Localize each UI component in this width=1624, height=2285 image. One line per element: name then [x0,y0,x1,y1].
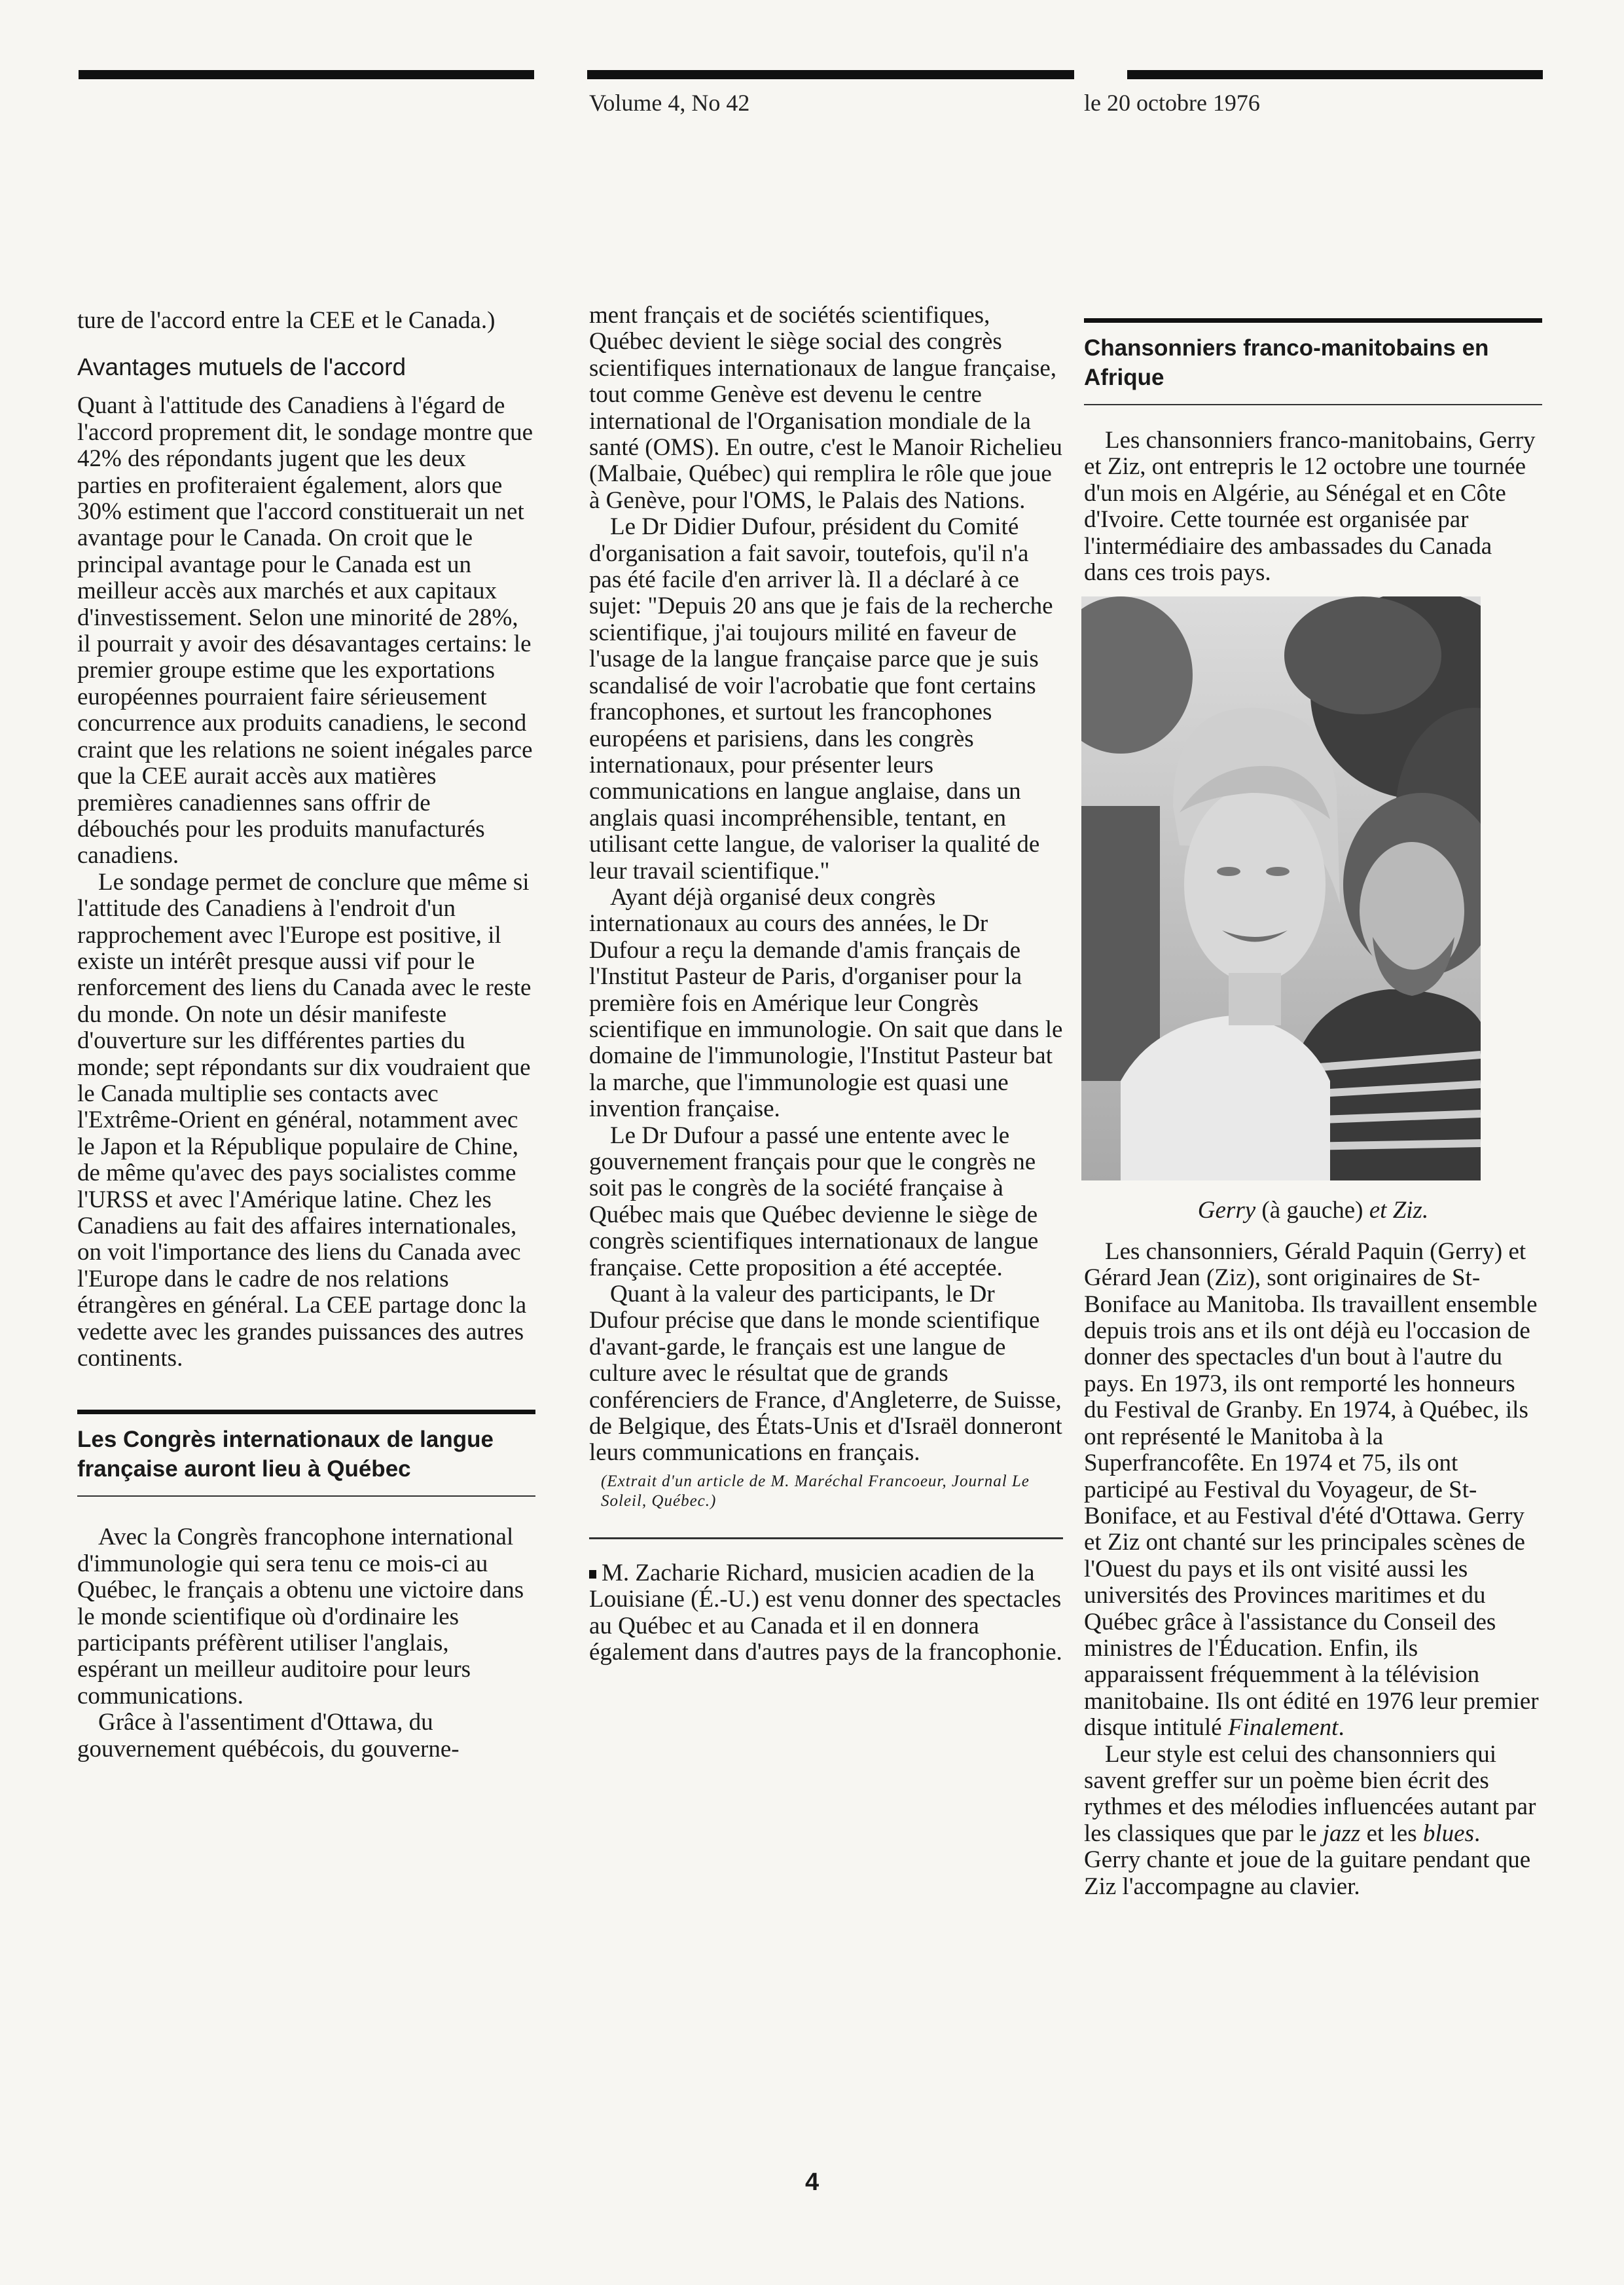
article-credit: (Extrait d'un article de M. Maréchal Francoeur, Journal Le Soleil, Québec.) [601,1472,1030,1510]
section-title-chansonniers: Chansonniers franco-manitobains en Afrique [1084,335,1489,390]
photo-caption: Gerry (à gauche) et Ziz. [1197,1197,1429,1224]
paragraph: Le sondage permet de conclure que même si l'attitude des Canadiens à l'endroit d'un rapprochement avec l'Europe est positive, il existe un intérêt presque aussi vif pour le renforcement des liens du Canada avec le reste du monde. On note un désir manifeste d'ouverture sur les différentes parties du monde; sept répondants sur dix voudraient que le Canada multiplie ses contacts avec l'Extrême-Orient en général, notamment avec le Japon et la République populaire de Chine, de même qu'avec des pays socialistes comme l'URSS et avec l'Amérique latine. Chez les Canadiens au fait des affaires internationales, on voit l'importance des liens du Canada avec l'Europe dans le cadre de nos relations étrangères en général. La CEE partage donc la vedette avec les grandes puissances des autres continents. [77,868,532,1372]
paragraph: Avec la Congrès francophone international d'immunologie qui sera tenu ce mois-ci au Québec, le français a obtenu une victoire dans le monde scientifique où d'ordinaire les participants préfèrent utiliser l'anglais, espérant un meilleur auditoire pour leurs communications. [77,1524,524,1709]
paragraph-continued: ture de l'accord entre la CEE et le Canada.) [77,307,496,334]
header-rule-right [1127,70,1543,79]
photo-illustration [1081,596,1481,1180]
note-text: M. Zacharie Richard, musicien acadien de la Louisiane (É.-U.) est venu donner des spectacles au Québec et au Canada et il en donnera également dans d'autres pays de la francophonie. [589,1559,1062,1666]
paragraph: Quant à l'attitude des Canadiens à l'égard de l'accord proprement dit, le sondage montre que 42% des répondants jugent que les deux parties en profiteraient également, alors que 30% estiment que l'accord constituerait un net avantage pour le Canada. On croit que le principal avantage pour le Canada est un meilleur accès aux marchés et aux capitaux d'investissement. Selon une minorité de 28%, il pourrait y avoir des désavantages certains: le premier groupe estime que les exportations européennes pourraient faire sérieusement concurrence aux produits canadiens, le second craint que les relations ne soient inégales parce que la CEE aurait accès aux matières premières canadiennes sans offrir de débouchés pour les produits manufacturés canadiens. [77,392,533,869]
paragraph: Les chansonniers, Gérald Paquin (Gerry) et Gérard Jean (Ziz), sont originaires de St-Boniface au Manitoba. Ils travaillent ensemble depuis trois ans et ils ont déjà eu l'occasion de donner des spectacles d'un bout à l'autre du pays. En 1973, ils ont remporté les honneurs du Festival de Granby. En 1974, à Québec, ils ont représenté le Manitoba à la Superfrancofête. En 1974 et 75, ils ont participé au Festival du Voyageur, de St-Boniface, et au Festival d'été d'Ottawa. Gerry et Ziz ont chanté sur les principales scènes de l'Ouest du pays et ils ont visité aussi les universités des Provinces maritimes et du Québec grâce à l'assistance du Conseil des ministres de l'Éducation. Enfin, ils apparaissent fréquemment à la télévision manitobaine. Ils ont édité en 1976 leur premier disque intitulé Finalement. [1084,1237,1539,1742]
paragraph: Grâce à l'assentiment d'Ottawa, du gouvernement québécois, du gouverne- [77,1709,460,1763]
header-rule-center [587,70,1074,79]
page-number: 4 [805,2168,820,2196]
volume-label: Volume 4, No 42 [589,90,750,116]
column-1 [77,308,535,1763]
column-3 [1084,318,1542,1900]
paragraph: Le Dr Dufour a passé une entente avec le gouvernement français pour que le congrès ne soit pas le congrès de la société française à Québec mais que Québec devienne le siège de congrès scientifiques internationaux de langue française. Cette proposition a été acceptée. [589,1122,1039,1281]
section-rule [1084,318,1542,323]
header-rule-left [79,70,534,79]
issue-date: le 20 octobre 1976 [1084,90,1260,116]
bullet-icon [589,1570,596,1579]
section-title-congres: Les Congrès internationaux de langue française auront lieu à Québec [77,1427,494,1482]
paragraph-continued: ment français et de sociétés scientifiques, Québec devient le siège social des congrès scientifiques internationaux de langue française, tout comme Genève est devenu le centre international de l'Organisation mondiale de la santé (OMS). En outre, c'est le Manoir Richelieu (Malbaie, Québec) qui remplira le rôle que joue à Genève, pour l'OMS, le Palais des Nations. [589,302,1062,514]
paragraph: Le Dr Didier Dufour, président du Comité d'organisation a fait savoir, toutefois, qu'il n'a pas été facile d'en arriver là. Il a déclaré à ce sujet: "Depuis 20 ans que je fais de la recherche scientifique, j'ai toujours milité en faveur de l'usage de la langue française parce que je suis scandalisé de voir l'acrobatie que font certains francophones, et surtout les francophones européens et parisiens, dans les congrès internationaux, pour présenter leurs communications en langue anglaise, dans un anglais quasi incompréhensible, tentant, en utilisant cette langue, de valoriser la qualité de leur travail scientifique." [589,513,1053,885]
photo-gerry-ziz [1081,596,1481,1180]
section-rule [77,1410,535,1414]
album-title: Finalement [1227,1714,1339,1742]
subheading-avantages: Avantages mutuels de l'accord [77,354,406,381]
paragraph: Leur style est celui des chansonniers qui savent greffer sur un poème bien écrit des rythmes et des mélodies influencées autant par les classiques que par le jazz et les blues. Gerry chante et joue de la guitare pendant que Ziz l'accompagne au clavier. [1084,1740,1536,1900]
paragraph: Ayant déjà organisé deux congrès internationaux au cours des années, le Dr Dufour a reçu la demande d'amis français de l'Institut Pasteur de Paris, d'organiser pour la première fois en Amérique leur Congrès scientifique en immunologie. On sait que dans le domaine de l'immunologie, l'Institut Pasteur bat la marche, que l'immunologie est quasi une invention française. [589,883,1063,1123]
news-note [589,1560,1063,1666]
paragraph: Les chansonniers franco-manitobains, Gerry et Ziz, ont entrepris le 12 octobre une tournée d'un mois en Algérie, au Sénégal et en Côte d'Ivoire. Cette tournée est organisée par l'intermédiaire des ambassades du Canada dans ces trois pays. [1084,427,1536,587]
paragraph: Quant à la valeur des participants, le Dr Dufour précise que dans le monde scientifique d'avant-garde, le français est une langue de culture avec le résultat que de grands conférenciers de France, d'Angleterre, de Suisse, de Belgique, des États-Unis et d'Israël donneront leurs communications en français. [589,1281,1062,1467]
column-2 [589,302,1063,1666]
